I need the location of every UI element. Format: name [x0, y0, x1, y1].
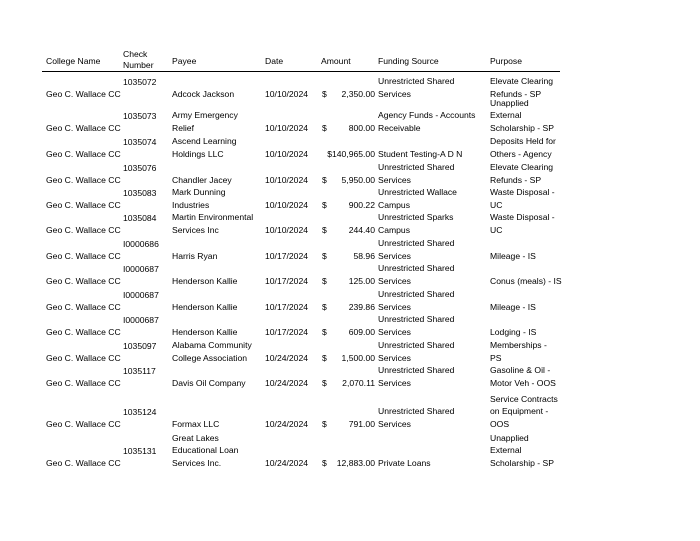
payee-cell: Formax LLC	[172, 419, 220, 430]
header-funding-source: Funding Source	[378, 56, 439, 66]
header-college-name: College Name	[46, 56, 101, 66]
date-cell: 10/24/2024	[265, 458, 309, 469]
funding-source-cell: Unrestricted Shared	[378, 263, 455, 274]
date-cell: 10/10/2024	[265, 149, 309, 160]
purpose-cell: External	[490, 110, 522, 121]
amount-currency-symbol: $	[322, 89, 327, 100]
college-name-cell: Geo C. Wallace CC	[46, 89, 121, 100]
purpose-cell: External	[490, 445, 522, 456]
amount-cell: 791.00	[348, 419, 375, 430]
purpose-cell: Refunds - SP	[490, 89, 542, 100]
funding-source-cell: Unrestricted Shared	[378, 238, 455, 249]
amount-cell: 58.96	[353, 251, 375, 262]
payee-cell: Holdings LLC	[172, 149, 224, 160]
funding-source-cell: Student Testing-A D N	[378, 149, 463, 160]
amount-cell: 609.00	[348, 327, 375, 338]
amount-currency-symbol: $	[322, 378, 327, 389]
funding-source-cell: Unrestricted Wallace	[378, 187, 457, 198]
funding-source-cell: Services	[378, 251, 411, 262]
college-name-cell: Geo C. Wallace CC	[46, 276, 121, 287]
college-name-cell: Geo C. Wallace CC	[46, 251, 121, 262]
purpose-cell: Deposits Held for	[490, 136, 556, 147]
amount-cell: 244.40	[348, 225, 375, 236]
college-name-cell: Geo C. Wallace CC	[46, 378, 121, 389]
college-name-cell: Geo C. Wallace CC	[46, 149, 121, 160]
amount-cell: 900.22	[348, 200, 375, 211]
date-cell: 10/10/2024	[265, 175, 309, 186]
check-number-cell: 1035072	[123, 77, 157, 88]
date-cell: 10/17/2024	[265, 251, 309, 262]
date-cell: 10/10/2024	[265, 225, 309, 236]
funding-source-cell: Unrestricted Shared	[378, 365, 455, 376]
funding-source-cell: Unrestricted Shared	[378, 162, 455, 173]
amount-currency-symbol: $	[322, 175, 327, 186]
purpose-cell: Waste Disposal -	[490, 212, 555, 223]
table-header	[42, 48, 562, 72]
college-name-cell: Geo C. Wallace CC	[46, 225, 121, 236]
date-cell: 10/10/2024	[265, 89, 309, 100]
payee-cell: Chandler Jacey	[172, 175, 232, 186]
check-number-cell: 1035083	[123, 188, 157, 199]
amount-cell: 5,950.00	[341, 175, 375, 186]
amount-currency-symbol: $	[322, 200, 327, 211]
check-number-cell: 1035073	[123, 111, 157, 122]
funding-source-cell: Campus	[378, 200, 410, 211]
payee-cell: Adcock Jackson	[172, 89, 235, 100]
payee-cell: Services Inc	[172, 225, 219, 236]
header-check-line2: Number	[123, 60, 154, 70]
funding-source-cell: Services	[378, 175, 411, 186]
purpose-cell: Gasoline & Oil -	[490, 365, 551, 376]
date-cell: 10/24/2024	[265, 378, 309, 389]
date-cell: 10/10/2024	[265, 123, 309, 134]
purpose-cell: Scholarship - SP	[490, 123, 555, 134]
header-rule	[42, 71, 560, 72]
funding-source-cell: Unrestricted Shared	[378, 289, 455, 300]
purpose-cell: Lodging - IS	[490, 327, 537, 338]
date-cell: 10/17/2024	[265, 327, 309, 338]
header-amount: Amount	[321, 56, 351, 66]
date-cell: 10/17/2024	[265, 276, 309, 287]
amount-currency-symbol: $	[322, 251, 327, 262]
funding-source-cell: Services	[378, 353, 411, 364]
amount-cell: 1,500.00	[341, 353, 375, 364]
amount-cell: 125.00	[348, 276, 375, 287]
purpose-cell: PS	[490, 353, 502, 364]
purpose-cell: on Equipment -	[490, 406, 549, 417]
amount-cell: $140,965.00	[327, 149, 375, 160]
check-number-cell: 1035131	[123, 446, 157, 457]
college-name-cell: Geo C. Wallace CC	[46, 419, 121, 430]
payee-cell: Services Inc.	[172, 458, 222, 469]
date-cell: 10/17/2024	[265, 302, 309, 313]
college-name-cell: Geo C. Wallace CC	[46, 175, 121, 186]
purpose-cell: Unapplied	[490, 432, 529, 443]
purpose-cell: Service Contracts	[490, 393, 558, 404]
check-number-cell: 1035117	[123, 366, 156, 377]
header-purpose: Purpose	[490, 56, 523, 66]
college-name-cell: Geo C. Wallace CC	[46, 353, 121, 364]
purpose-cell: Waste Disposal -	[490, 187, 555, 198]
check-number-cell: 1035076	[123, 163, 157, 174]
check-number-cell: I0000687	[123, 264, 159, 275]
payee-cell: Martin Environmental	[172, 212, 254, 223]
amount-cell: 2,350.00	[341, 89, 375, 100]
funding-source-cell: Services	[378, 89, 411, 100]
purpose-cell: Others - Agency	[490, 149, 552, 160]
payee-cell: Ascend Learning	[172, 136, 237, 147]
purpose-cell: Memberships -	[490, 340, 547, 351]
amount-currency-symbol: $	[322, 123, 327, 134]
payee-cell: Relief	[172, 123, 194, 134]
amount-currency-symbol: $	[322, 276, 327, 287]
amount-currency-symbol: $	[322, 353, 327, 364]
payee-cell: Industries	[172, 200, 210, 211]
funding-source-cell: Services	[378, 327, 411, 338]
payee-cell: Davis Oil Company	[172, 378, 246, 389]
payee-cell: Henderson Kallie	[172, 327, 238, 338]
amount-currency-symbol: $	[322, 458, 327, 469]
check-number-cell: I0000687	[123, 290, 159, 301]
purpose-cell: UC	[490, 225, 503, 236]
college-name-cell: Geo C. Wallace CC	[46, 123, 121, 134]
purpose-cell: Mileage - IS	[490, 251, 536, 262]
funding-source-cell: Services	[378, 419, 411, 430]
payee-cell: Great Lakes	[172, 432, 219, 443]
check-number-cell: I0000686	[123, 239, 159, 250]
college-name-cell: Geo C. Wallace CC	[46, 327, 121, 338]
header-check-line1: Check	[123, 49, 148, 59]
payee-cell: Harris Ryan	[172, 251, 218, 262]
funding-source-cell: Agency Funds - Accounts	[378, 110, 476, 121]
funding-source-cell: Services	[378, 302, 411, 313]
purpose-cell: OOS	[490, 419, 510, 430]
funding-source-cell: Unrestricted Sparks	[378, 212, 454, 223]
date-cell: 10/10/2024	[265, 200, 309, 211]
purpose-cell: Elevate Clearing	[490, 76, 554, 87]
amount-cell: 2,070.11	[342, 378, 375, 389]
amount-cell: 12,883.00	[336, 458, 375, 469]
payee-cell: Henderson Kallie	[172, 276, 238, 287]
date-cell: 10/24/2024	[265, 419, 309, 430]
amount-cell: 239.86	[348, 302, 375, 313]
purpose-cell: Conus (meals) - IS	[490, 276, 562, 287]
header-payee: Payee	[172, 56, 197, 66]
payee-cell: Henderson Kallie	[172, 302, 238, 313]
funding-source-cell: Unrestricted Shared	[378, 76, 455, 87]
funding-source-cell: Unrestricted Shared	[378, 406, 455, 417]
funding-source-cell: Unrestricted Shared	[378, 314, 455, 325]
header-date: Date	[265, 56, 284, 66]
payee-cell: Alabama Community	[172, 340, 252, 351]
check-number-cell: 1035124	[123, 407, 157, 418]
payee-cell: Mark Dunning	[172, 187, 226, 198]
funding-source-cell: Services	[378, 276, 411, 287]
college-name-cell: Geo C. Wallace CC	[46, 200, 121, 211]
purpose-cell: Unapplied	[490, 97, 529, 108]
funding-source-cell: Services	[378, 378, 411, 389]
date-cell: 10/24/2024	[265, 353, 309, 364]
check-number-cell: 1035084	[123, 213, 157, 224]
check-number-cell: 1035074	[123, 137, 157, 148]
payee-cell: Educational Loan	[172, 445, 239, 456]
amount-cell: 800.00	[348, 123, 375, 134]
funding-source-cell: Private Loans	[378, 458, 431, 469]
amount-currency-symbol: $	[322, 419, 327, 430]
amount-currency-symbol: $	[322, 302, 327, 313]
funding-source-cell: Campus	[378, 225, 410, 236]
purpose-cell: Mileage - IS	[490, 302, 536, 313]
check-number-cell: I0000687	[123, 315, 159, 326]
funding-source-cell: Receivable	[378, 123, 421, 134]
purpose-cell: Refunds - SP	[490, 175, 542, 186]
amount-currency-symbol: $	[322, 327, 327, 338]
payee-cell: Army Emergency	[172, 110, 238, 121]
amount-currency-symbol: $	[322, 225, 327, 236]
purpose-cell: Elevate Clearing	[490, 162, 554, 173]
funding-source-cell: Unrestricted Shared	[378, 340, 455, 351]
purpose-cell: Motor Veh - OOS	[490, 378, 556, 389]
payee-cell: College Association	[172, 353, 248, 364]
purpose-cell: Scholarship - SP	[490, 458, 555, 469]
check-number-cell: 1035097	[123, 341, 157, 352]
college-name-cell: Geo C. Wallace CC	[46, 458, 121, 469]
purpose-cell: UC	[490, 200, 503, 211]
college-name-cell: Geo C. Wallace CC	[46, 302, 121, 313]
